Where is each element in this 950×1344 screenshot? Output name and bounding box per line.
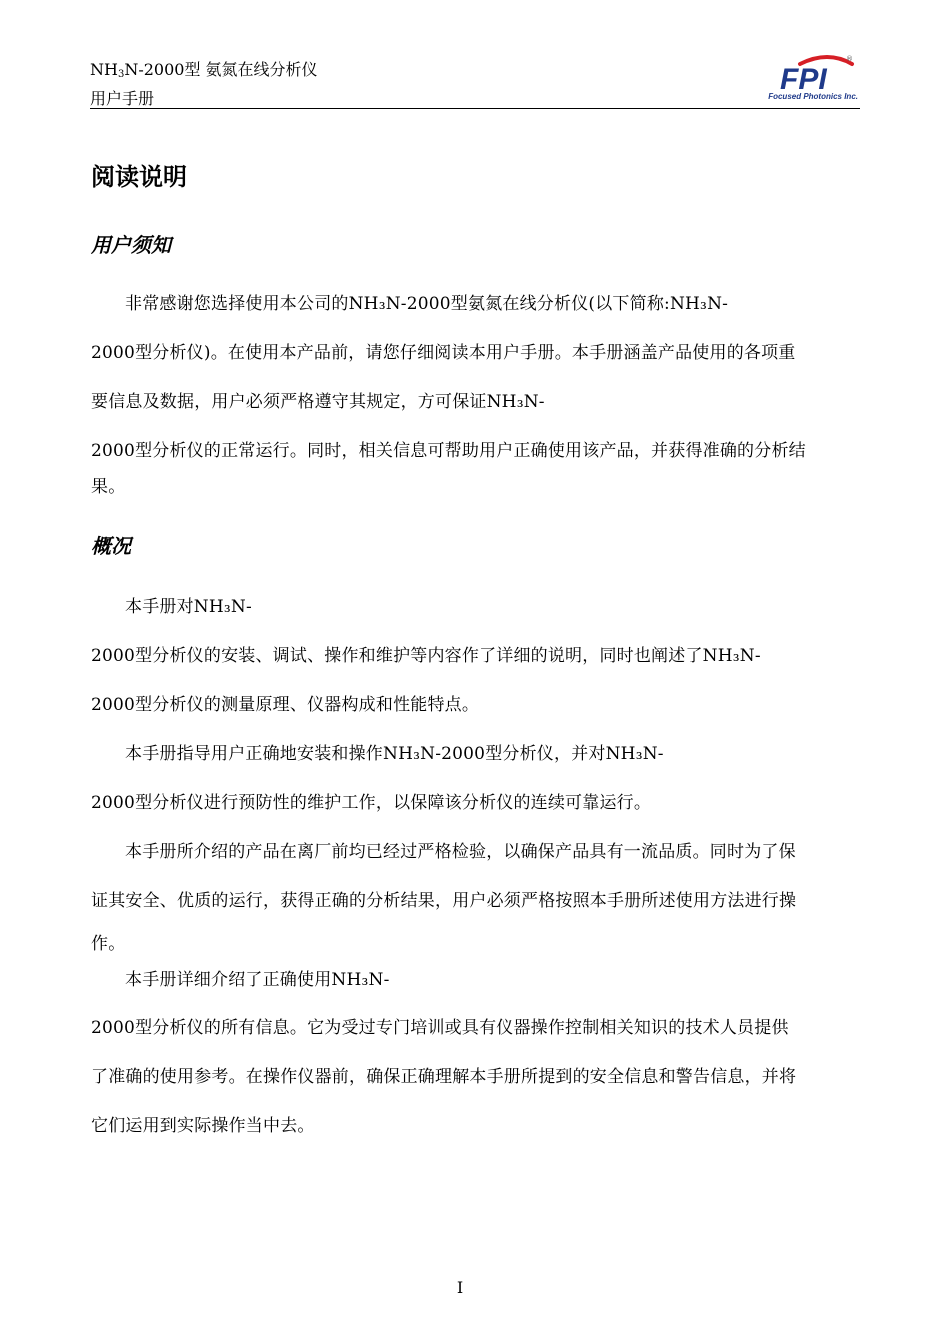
section-overview-title: 概况 [91,534,131,558]
paragraph-line: 2000型分析仪的正常运行。同时，相关信息可帮助用户正确使用该产品，并获得准确的分析结 [91,441,806,461]
header-subtitle: 用户手册 [90,89,155,108]
logo-tagline: Focused Photonics Inc. [768,92,858,101]
paragraph-line: 2000型分析仪的测量原理、仪器构成和性能特点。 [91,695,480,715]
section-overview [91,583,859,1151]
header-title [90,58,860,87]
paragraph-line: 本手册详细介绍了正确使用NH₃N- [125,970,390,990]
header-title-pre: NH [90,60,118,79]
paragraph-line: 本手册指导用户正确地安装和操作NH₃N-2000型分析仪，并对NH₃N- [125,744,664,764]
header-title-post: N-2000型 氨氮在线分析仪 [124,60,318,79]
paragraph-line: 了准确的使用参考。在操作仪器前，确保正确理解本手册所提到的安全信息和警告信息，并将 [91,1067,797,1087]
section-user-notice [91,280,859,505]
paragraph-line: 果。 [91,477,126,497]
section-user-notice-title: 用户须知 [91,233,171,257]
company-logo [756,52,860,104]
paragraph-line: 2000型分析仪的安装、调试、操作和维护等内容作了详细的说明，同时也阐述了NH₃N- [91,646,761,666]
page-title: 阅读说明 [91,163,187,191]
paragraph-line: 非常感谢您选择使用本公司的NH₃N-2000型氨氮在线分析仪(以下简称:NH₃N- [125,294,729,314]
fpi-logo-graphic [756,52,860,92]
paragraph-line: 本手册对NH₃N- [125,597,252,617]
paragraph-line: 2000型分析仪的所有信息。它为受过专门培训或具有仪器操作控制相关知识的技术人员提供 [91,1018,789,1038]
page-number: I [456,1278,464,1297]
logo-registered-mark: ® [846,55,853,63]
paragraph-line: 它们运用到实际操作当中去。 [91,1116,315,1136]
paragraph-line: 要信息及数据，用户必须严格遵守其规定，方可保证NH₃N- [91,392,545,412]
page-content [91,150,859,1151]
header-title-subscript: 3 [117,69,125,80]
paragraph-line: 2000型分析仪)。在使用本产品前，请您仔细阅读本用户手册。本手册涵盖产品使用的各项重 [91,343,796,363]
paragraph-line: 作。 [91,934,126,954]
paragraph-line: 本手册所介绍的产品在离厂前均已经过严格检验，以确保产品具有一流品质。同时为了保 [125,842,796,862]
paragraph-line: 2000型分析仪进行预防性的维护工作，以保障该分析仪的连续可靠运行。 [91,793,652,813]
page-header [90,55,860,109]
paragraph-line: 证其安全、优质的运行，获得正确的分析结果，用户必须严格按照本手册所述使用方法进行操 [91,891,797,911]
logo-letters: FPI [780,63,827,92]
